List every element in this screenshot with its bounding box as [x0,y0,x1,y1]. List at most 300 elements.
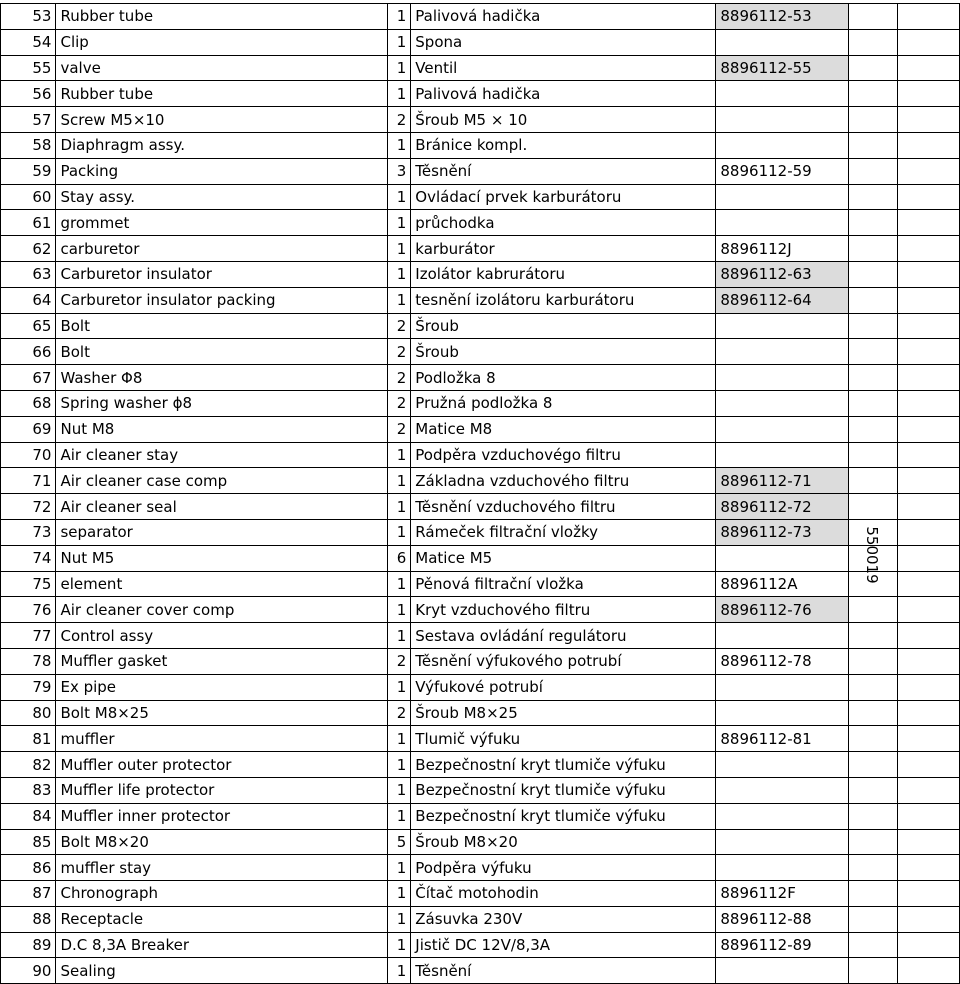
quantity: 1 [388,468,411,494]
quantity: 1 [388,261,411,287]
side-code-label: 550019 [863,526,881,584]
row-number: 81 [1,726,56,752]
part-name-cz: Palivová hadička [411,81,716,107]
empty-cell [897,855,959,881]
quantity: 1 [388,571,411,597]
part-name-cz: Podpěra vzduchovégo filtru [411,442,716,468]
quantity: 1 [388,881,411,907]
empty-cell [848,777,897,803]
quantity: 1 [388,210,411,236]
quantity: 1 [388,236,411,262]
empty-cell [897,29,959,55]
row-number: 73 [1,519,56,545]
empty-cell [897,752,959,778]
quantity: 2 [388,416,411,442]
quantity: 1 [388,55,411,81]
part-name-cz: Podpěra výfuku [411,855,716,881]
part-name-en: Bolt M8×20 [56,829,388,855]
row-number: 70 [1,442,56,468]
table-row [1,4,960,30]
row-number: 82 [1,752,56,778]
part-name-cz: Výfukové potrubí [411,674,716,700]
part-name-en: Bolt M8×25 [56,700,388,726]
part-name-cz: Bránice kompl. [411,132,716,158]
part-name-cz: Bezpečnostní kryt tlumiče výfuku [411,777,716,803]
part-name-cz: Bezpečnostní kryt tlumiče výfuku [411,803,716,829]
table-row [1,416,960,442]
row-number: 64 [1,287,56,313]
quantity: 1 [388,132,411,158]
quantity: 1 [388,184,411,210]
table-row [1,210,960,236]
empty-cell [848,700,897,726]
part-name-cz: Zásuvka 230V [411,906,716,932]
quantity: 1 [388,287,411,313]
part-name-cz: Pěnová filtrační vložka [411,571,716,597]
row-number: 85 [1,829,56,855]
part-name-en: carburetor [56,236,388,262]
part-code [716,623,848,649]
part-name-en: grommet [56,210,388,236]
empty-cell [848,752,897,778]
quantity: 1 [388,623,411,649]
empty-cell [848,829,897,855]
part-name-cz: Bezpečnostní kryt tlumiče výfuku [411,752,716,778]
row-number: 56 [1,81,56,107]
quantity: 5 [388,829,411,855]
table-row [1,597,960,623]
part-code: 8896112-55 [716,55,848,81]
part-code [716,958,848,984]
empty-cell [897,906,959,932]
part-name-en: Muffler gasket [56,648,388,674]
empty-cell [897,648,959,674]
part-code: 8896112-63 [716,261,848,287]
empty-cell [897,390,959,416]
row-number: 65 [1,313,56,339]
quantity: 1 [388,777,411,803]
empty-cell [897,571,959,597]
part-code [716,545,848,571]
row-number: 77 [1,623,56,649]
table-row [1,261,960,287]
quantity: 2 [388,313,411,339]
empty-cell [897,261,959,287]
part-name-en: Bolt [56,339,388,365]
part-name-en: muffler [56,726,388,752]
part-name-en: Nut M5 [56,545,388,571]
part-name-en: Nut M8 [56,416,388,442]
empty-cell [848,958,897,984]
table-row [1,829,960,855]
part-code [716,210,848,236]
empty-cell [848,313,897,339]
part-code [716,442,848,468]
empty-cell [848,4,897,30]
part-code [716,365,848,391]
empty-cell [897,365,959,391]
empty-cell [897,597,959,623]
empty-cell [897,236,959,262]
row-number: 90 [1,958,56,984]
part-code: 8896112-72 [716,494,848,520]
row-number: 61 [1,210,56,236]
table-row [1,287,960,313]
row-number: 55 [1,55,56,81]
empty-cell [897,107,959,133]
table-row [1,545,960,571]
row-number: 80 [1,700,56,726]
part-name-cz: Šroub M8×20 [411,829,716,855]
part-code [716,81,848,107]
empty-cell [897,442,959,468]
table-row [1,881,960,907]
quantity: 2 [388,365,411,391]
part-name-en: Clip [56,29,388,55]
row-number: 89 [1,932,56,958]
empty-cell [848,803,897,829]
empty-cell [897,545,959,571]
empty-cell [897,132,959,158]
part-name-en: element [56,571,388,597]
empty-cell [848,107,897,133]
table-row [1,752,960,778]
part-code: 8896112A [716,571,848,597]
part-name-en: Sealing [56,958,388,984]
part-name-cz: Tlumič výfuku [411,726,716,752]
table-row [1,365,960,391]
quantity: 1 [388,855,411,881]
part-name-en: muffler stay [56,855,388,881]
empty-cell [897,519,959,545]
table-row [1,777,960,803]
part-code [716,674,848,700]
part-name-cz: Čítač motohodin [411,881,716,907]
table-row [1,700,960,726]
empty-cell [897,416,959,442]
part-name-cz: Těsnění vzduchového filtru [411,494,716,520]
row-number: 53 [1,4,56,30]
part-code: 8896112-59 [716,158,848,184]
empty-cell [897,726,959,752]
empty-cell [848,390,897,416]
empty-cell [848,132,897,158]
part-code: 8896112F [716,881,848,907]
row-number: 83 [1,777,56,803]
table-row [1,674,960,700]
empty-cell [848,416,897,442]
part-name-en: Muffler life protector [56,777,388,803]
part-name-en: Carburetor insulator packing [56,287,388,313]
part-name-cz: Ovládací prvek karburátoru [411,184,716,210]
part-code [716,829,848,855]
empty-cell [848,597,897,623]
part-code: 8896112-73 [716,519,848,545]
table-row [1,906,960,932]
empty-cell [897,958,959,984]
part-name-en: D.C 8,3A Breaker [56,932,388,958]
empty-cell [897,210,959,236]
part-name-cz: Sestava ovládání regulátoru [411,623,716,649]
empty-cell [897,932,959,958]
part-name-en: separator [56,519,388,545]
part-code [716,752,848,778]
empty-cell [897,81,959,107]
part-name-cz: Těsnění [411,958,716,984]
part-code: 8896112-76 [716,597,848,623]
empty-cell [897,700,959,726]
table-row [1,623,960,649]
table-row [1,958,960,984]
part-name-en: Rubber tube [56,4,388,30]
parts-table [0,3,960,984]
part-code [716,803,848,829]
part-name-en: Air cleaner cover comp [56,597,388,623]
row-number: 63 [1,261,56,287]
table-row [1,932,960,958]
table-row [1,855,960,881]
quantity: 6 [388,545,411,571]
row-number: 76 [1,597,56,623]
part-name-en: Air cleaner stay [56,442,388,468]
part-name-cz: Šroub [411,339,716,365]
part-code [716,390,848,416]
empty-cell [897,829,959,855]
part-name-cz: Pružná podložka 8 [411,390,716,416]
quantity: 1 [388,726,411,752]
empty-cell [897,803,959,829]
part-code: 8896112-71 [716,468,848,494]
quantity: 3 [388,158,411,184]
empty-cell [897,494,959,520]
part-name-en: Chronograph [56,881,388,907]
row-number: 84 [1,803,56,829]
empty-cell [848,855,897,881]
part-name-cz: tesnění izolátoru karburátoru [411,287,716,313]
empty-cell [848,726,897,752]
part-name-en: valve [56,55,388,81]
table-row [1,726,960,752]
part-code [716,132,848,158]
part-name-en: Air cleaner seal [56,494,388,520]
part-name-en: Receptacle [56,906,388,932]
part-code [716,700,848,726]
part-name-cz: Šroub [411,313,716,339]
quantity: 1 [388,494,411,520]
part-code: 8896112-64 [716,287,848,313]
quantity: 2 [388,107,411,133]
row-number: 66 [1,339,56,365]
part-name-cz: Ventil [411,55,716,81]
part-code [716,313,848,339]
part-name-en: Muffler inner protector [56,803,388,829]
part-name-en: Rubber tube [56,81,388,107]
part-code [716,416,848,442]
empty-cell [848,261,897,287]
empty-cell [848,236,897,262]
empty-cell [848,365,897,391]
quantity: 1 [388,81,411,107]
empty-cell [848,468,897,494]
part-name-cz: Kryt vzduchového filtru [411,597,716,623]
empty-cell [897,777,959,803]
table-row [1,29,960,55]
part-code [716,107,848,133]
row-number: 79 [1,674,56,700]
part-name-cz: Izolátor kabrurátoru [411,261,716,287]
row-number: 86 [1,855,56,881]
empty-cell [848,158,897,184]
quantity: 2 [388,648,411,674]
part-name-cz: Těsnění [411,158,716,184]
part-code [716,184,848,210]
part-name-cz: karburátor [411,236,716,262]
part-name-cz: Těsnění výfukového potrubí [411,648,716,674]
empty-cell [897,468,959,494]
part-name-cz: Základna vzduchového filtru [411,468,716,494]
part-code: 8896112-78 [716,648,848,674]
quantity: 1 [388,932,411,958]
parts-table-body [1,4,960,984]
part-code [716,855,848,881]
part-name-en: Bolt [56,313,388,339]
row-number: 87 [1,881,56,907]
row-number: 54 [1,29,56,55]
part-name-cz: Jistič DC 12V/8,3A [411,932,716,958]
part-code [716,339,848,365]
table-row [1,571,960,597]
part-name-en: Air cleaner case comp [56,468,388,494]
empty-cell [848,623,897,649]
quantity: 1 [388,906,411,932]
empty-cell [848,881,897,907]
empty-cell [897,287,959,313]
table-row [1,158,960,184]
empty-cell [897,184,959,210]
row-number: 75 [1,571,56,597]
row-number: 60 [1,184,56,210]
empty-cell [848,210,897,236]
quantity: 1 [388,442,411,468]
table-row [1,107,960,133]
quantity: 1 [388,803,411,829]
quantity: 1 [388,674,411,700]
quantity: 1 [388,597,411,623]
table-row [1,236,960,262]
table-row [1,390,960,416]
part-name-cz: Šroub M5 × 10 [411,107,716,133]
table-row [1,648,960,674]
table-row [1,132,960,158]
empty-cell [848,81,897,107]
empty-cell [897,4,959,30]
row-number: 62 [1,236,56,262]
part-code [716,777,848,803]
part-name-cz: Šroub M8×25 [411,700,716,726]
table-row [1,81,960,107]
table-row [1,442,960,468]
part-name-cz: Matice M8 [411,416,716,442]
part-name-cz: Matice M5 [411,545,716,571]
quantity: 1 [388,29,411,55]
empty-cell [897,313,959,339]
part-name-en: Spring washer ϕ8 [56,390,388,416]
empty-cell [897,674,959,700]
part-name-en: Diaphragm assy. [56,132,388,158]
table-row [1,313,960,339]
empty-cell [848,29,897,55]
part-name-en: Control assy [56,623,388,649]
part-name-en: Screw M5×10 [56,107,388,133]
part-name-cz: Rámeček filtrační vložky [411,519,716,545]
row-number: 78 [1,648,56,674]
row-number: 69 [1,416,56,442]
empty-cell [848,648,897,674]
part-name-en: Muffler outer protector [56,752,388,778]
empty-cell [897,158,959,184]
quantity: 1 [388,958,411,984]
row-number: 72 [1,494,56,520]
part-name-en: Washer Φ8 [56,365,388,391]
part-code: 8896112J [716,236,848,262]
part-name-en: Stay assy. [56,184,388,210]
row-number: 68 [1,390,56,416]
empty-cell [897,55,959,81]
empty-cell [848,287,897,313]
empty-cell [848,55,897,81]
row-number: 67 [1,365,56,391]
table-row [1,494,960,520]
table-row [1,184,960,210]
empty-cell [848,442,897,468]
row-number: 57 [1,107,56,133]
quantity: 1 [388,752,411,778]
table-row [1,339,960,365]
part-code: 8896112-53 [716,4,848,30]
table-row [1,468,960,494]
part-name-cz: Podložka 8 [411,365,716,391]
part-name-en: Carburetor insulator [56,261,388,287]
part-name-cz: průchodka [411,210,716,236]
part-code: 8896112-89 [716,932,848,958]
row-number: 58 [1,132,56,158]
part-code: 8896112-81 [716,726,848,752]
quantity: 1 [388,519,411,545]
part-name-en: Ex pipe [56,674,388,700]
part-name-cz: Palivová hadička [411,4,716,30]
table-row [1,803,960,829]
empty-cell [848,339,897,365]
row-number: 71 [1,468,56,494]
part-name-en: Packing [56,158,388,184]
empty-cell [848,932,897,958]
table-row [1,55,960,81]
quantity: 2 [388,339,411,365]
row-number: 74 [1,545,56,571]
part-code [716,29,848,55]
row-number: 59 [1,158,56,184]
part-name-cz: Spona [411,29,716,55]
table-row [1,519,960,545]
empty-cell [897,623,959,649]
quantity: 1 [388,4,411,30]
row-number: 88 [1,906,56,932]
empty-cell [848,906,897,932]
quantity: 2 [388,390,411,416]
part-code: 8896112-88 [716,906,848,932]
quantity: 2 [388,700,411,726]
empty-cell [848,674,897,700]
